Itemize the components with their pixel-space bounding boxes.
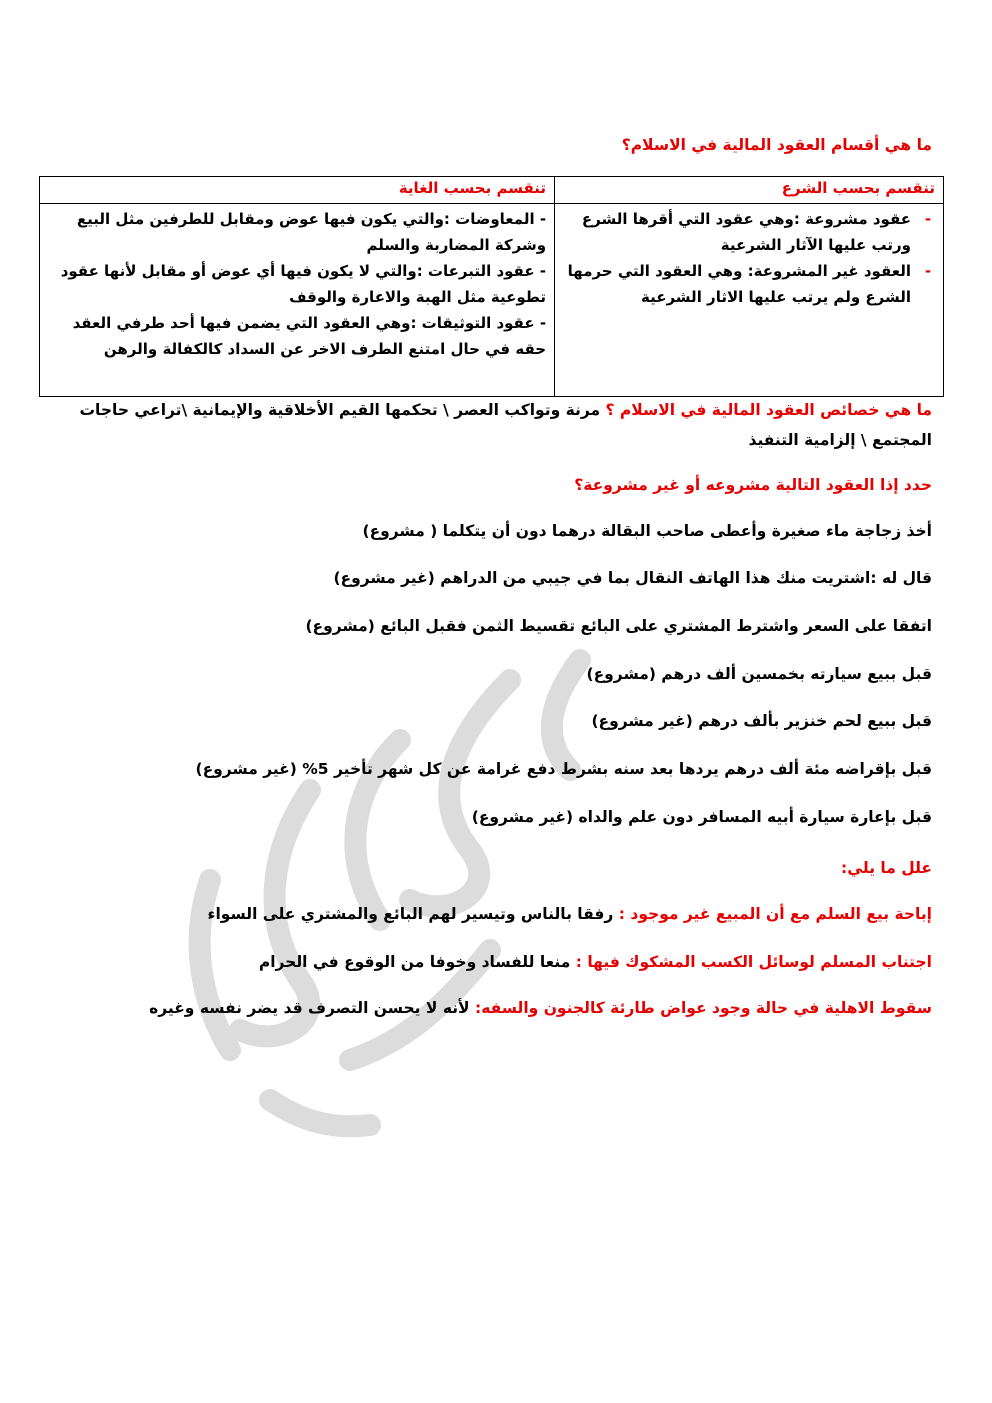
characteristics-answer: مرنة وتواكب العصر \ تحكمها القيم الأخلاقية والإيمانية \تراعي حاجات المجتمع \ إلزامية التنفيذ <box>79 401 932 449</box>
reason-question: اجتناب المسلم لوسائل الكسب المشكوك فيها : <box>575 953 932 971</box>
contracts-table <box>39 176 944 397</box>
header-by-purpose: تنقسم بحسب الغاية <box>40 177 555 204</box>
case-item: قال له :اشتريت منك هذا الهاتف النقال بما في جيبي من الدراهم (غير مشروع) <box>333 569 932 587</box>
case-item: قبل ببيع لحم خنزير بألف درهم (غير مشروع) <box>591 712 932 730</box>
reason-item <box>52 999 932 1017</box>
question-characteristics: ما هي خصائص العقود المالية في الاسلام ؟ <box>605 401 932 419</box>
list-item: - عقود مشروعة :وهي عقود التي أقرها الشرع ورتب عليها الآثار الشرعية <box>581 210 932 254</box>
question-justify: علل ما يلي: <box>841 859 932 877</box>
reason-question: سقوط الاهلية في حالة وجود عواض طارئة كالجنون والسفه: <box>475 999 932 1017</box>
reason-item <box>52 905 932 923</box>
question-legitimacy: حدد إذا العقود التالية مشروعه أو غير مشروعة؟ <box>574 476 932 494</box>
reason-answer: رفقا بالناس وتيسير لهم البائع والمشتري على السواء <box>207 905 614 923</box>
case-item: قبل بإعارة سيارة أبيه المسافر دون علم والداه (غير مشروع) <box>471 808 932 826</box>
case-item: قبل ببيع سيارته بخمسين ألف درهم (مشروع) <box>586 665 932 683</box>
cell-by-sharia <box>555 204 944 397</box>
list-item: - عقود التبرعات :والتي لا يكون فيها أي عوض أو مقابل لأنها عقود تطوعية مثل الهبة والاعارة والوقف <box>60 262 547 306</box>
reason-answer: منعا للفساد وخوفا من الوقوع في الحرام <box>258 953 571 971</box>
case-item: قبل بإقراضه مئة ألف درهم يردها بعد سنه بشرط دفع غرامة عن كل شهر تأخير 5% (غير مشروع) <box>195 760 932 778</box>
header-by-sharia: تنقسم بحسب الشرع <box>555 177 944 204</box>
list-item: - عقود التوثيقات :وهي العقود التي يضمن فيها أحد طرفي العقد حقه في حال امتنع الطرف الاخر عن السداد كالكفالة والرهن <box>72 314 547 358</box>
question-contract-divisions: ما هي أقسام العقود المالية في الاسلام؟ <box>621 136 932 154</box>
reason-question: إباحة بيع السلم مع أن المبيع غير موجود : <box>618 905 932 923</box>
reason-answer: لأنه لا يحسن التصرف قد يضر نفسه وغيره <box>149 999 470 1017</box>
characteristics-paragraph <box>52 395 932 455</box>
list-item: - العقود غير المشروعة: وهي العقود التي حرمها الشرع ولم يرتب عليها الاثار الشرعية <box>567 262 932 306</box>
cell-by-purpose <box>40 204 555 397</box>
case-item: أخذ زجاجة ماء صغيرة وأعطى صاحب البقالة درهما دون أن يتكلما ( مشروع) <box>362 522 932 540</box>
reason-item <box>52 953 932 971</box>
list-item: - المعاوضات :والتي يكون فيها عوض ومقابل للطرفين مثل البيع وشركة المضاربة والسلم <box>76 210 547 254</box>
case-item: اتفقا على السعر واشترط المشتري على البائع تقسيط الثمن فقبل البائع (مشروع) <box>305 617 932 635</box>
watermark-graphic <box>150 620 630 1160</box>
